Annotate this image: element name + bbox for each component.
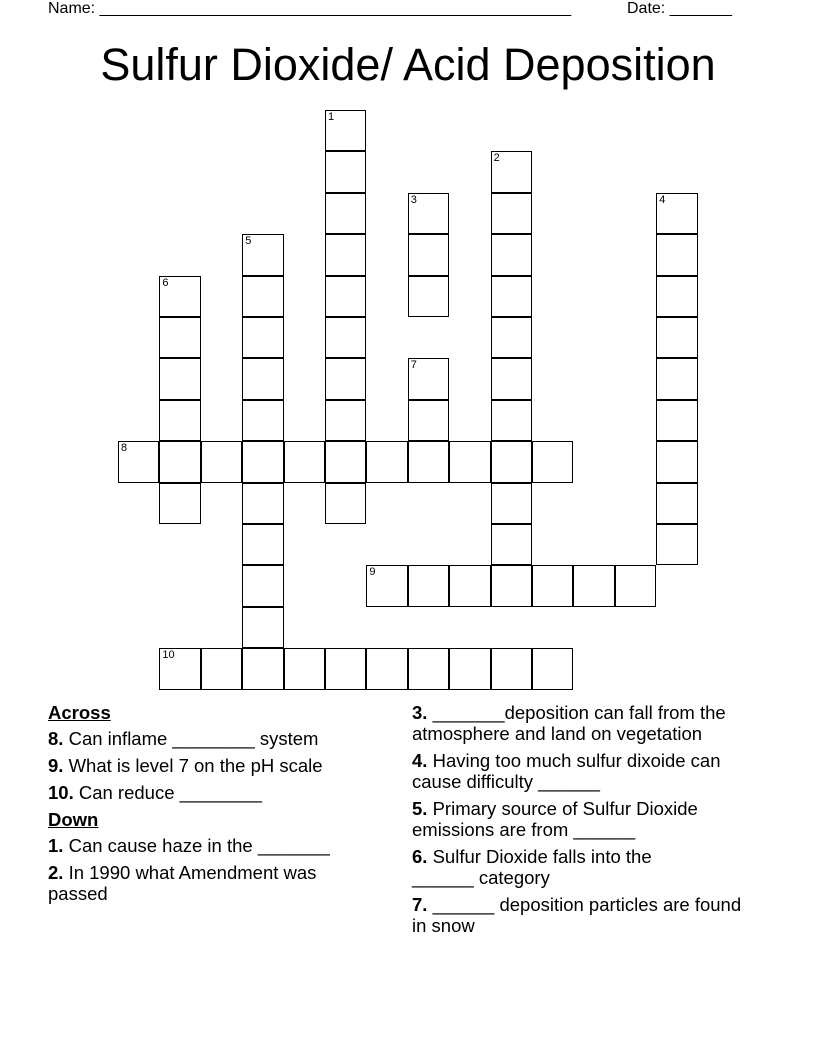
grid-cell[interactable] xyxy=(491,151,532,192)
grid-cell[interactable] xyxy=(325,317,366,358)
clues-right-column xyxy=(412,702,757,942)
clue-number: 5 xyxy=(245,235,252,248)
grid-cell[interactable] xyxy=(408,400,449,441)
clue-number: 6 xyxy=(162,276,169,289)
grid-cell[interactable] xyxy=(242,483,283,524)
grid-cell[interactable] xyxy=(408,234,449,275)
clue-down-6: 6. Sulfur Dioxide falls into the ______ category xyxy=(412,846,652,888)
grid-cell[interactable] xyxy=(656,276,697,317)
grid-cell[interactable] xyxy=(532,441,573,482)
page-title: Sulfur Dioxide/ Acid Deposition xyxy=(100,39,716,90)
grid-cell[interactable] xyxy=(491,565,532,606)
grid-cell[interactable] xyxy=(491,648,532,689)
clue-down-5: 5. Primary source of Sulfur Dioxide emissions are from ______ xyxy=(412,798,698,840)
clue-number: 9 xyxy=(369,566,376,579)
grid-cell[interactable] xyxy=(242,317,283,358)
clue-down-2: 2. In 1990 what Amendment was passed xyxy=(48,862,317,904)
clue-down-4: 4. Having too much sulfur dixoide can cause difficulty ______ xyxy=(412,750,721,792)
clue-number: 4 xyxy=(659,193,666,206)
grid-cell[interactable] xyxy=(656,483,697,524)
across-heading: Across xyxy=(48,702,111,723)
grid-cell[interactable] xyxy=(159,483,200,524)
grid-cell[interactable] xyxy=(242,276,283,317)
grid-cell[interactable] xyxy=(159,358,200,399)
grid-cell[interactable] xyxy=(532,565,573,606)
grid-cell[interactable] xyxy=(491,317,532,358)
grid-cell[interactable] xyxy=(242,565,283,606)
grid-cell[interactable] xyxy=(325,193,366,234)
clue-across-8: 8. Can inflame ________ system xyxy=(48,728,319,749)
grid-cell[interactable] xyxy=(242,400,283,441)
grid-cell[interactable] xyxy=(449,565,490,606)
grid-cell[interactable] xyxy=(159,441,200,482)
grid-cell[interactable] xyxy=(201,441,242,482)
grid-cell[interactable] xyxy=(656,193,697,234)
grid-cell[interactable] xyxy=(532,648,573,689)
grid-cell[interactable] xyxy=(118,441,159,482)
grid-cell[interactable] xyxy=(366,565,407,606)
down-heading: Down xyxy=(48,809,99,830)
clue-number: 10 xyxy=(162,649,175,662)
grid-cell[interactable] xyxy=(201,648,242,689)
clue-down-3: 3. _______deposition can fall from the atmosphere and land on vegetation xyxy=(412,702,726,744)
grid-cell[interactable] xyxy=(408,441,449,482)
grid-cell[interactable] xyxy=(656,524,697,565)
clue-number: 8 xyxy=(121,442,128,455)
grid-cell[interactable] xyxy=(366,441,407,482)
grid-cell[interactable] xyxy=(284,648,325,689)
grid-cell[interactable] xyxy=(242,358,283,399)
clue-number: 2 xyxy=(493,152,500,165)
grid-cell[interactable] xyxy=(408,565,449,606)
grid-cell[interactable] xyxy=(325,151,366,192)
name-field: Name: _____________________________________________________ xyxy=(48,0,572,17)
grid-cell[interactable] xyxy=(491,483,532,524)
grid-cell[interactable] xyxy=(159,400,200,441)
clue-number: 3 xyxy=(410,193,417,206)
grid-cell[interactable] xyxy=(491,400,532,441)
grid-cell[interactable] xyxy=(284,441,325,482)
grid-cell[interactable] xyxy=(656,317,697,358)
clue-down-7: 7. ______ deposition particles are found in snow xyxy=(412,894,742,936)
grid-cell[interactable] xyxy=(242,524,283,565)
grid-cell[interactable] xyxy=(325,648,366,689)
grid-cell[interactable] xyxy=(449,648,490,689)
grid-cell[interactable] xyxy=(656,358,697,399)
grid-cell[interactable] xyxy=(325,441,366,482)
grid-cell[interactable] xyxy=(325,234,366,275)
grid-cell[interactable] xyxy=(242,648,283,689)
grid-cell[interactable] xyxy=(491,234,532,275)
clue-across-10: 10. Can reduce ________ xyxy=(48,782,262,803)
clue-number: 1 xyxy=(328,111,335,123)
grid-cell[interactable] xyxy=(325,483,366,524)
grid-cell[interactable] xyxy=(656,234,697,275)
grid-cell[interactable] xyxy=(491,441,532,482)
grid-cell[interactable] xyxy=(491,524,532,565)
grid-cell[interactable] xyxy=(449,441,490,482)
grid-cell[interactable] xyxy=(573,565,614,606)
grid-cell[interactable] xyxy=(242,607,283,648)
grid-cell[interactable] xyxy=(491,276,532,317)
grid-cell[interactable] xyxy=(242,441,283,482)
clue-number: 7 xyxy=(410,359,417,372)
grid-cell[interactable] xyxy=(615,565,656,606)
grid-cell[interactable] xyxy=(408,358,449,399)
clue-across-9: 9. What is level 7 on the pH scale xyxy=(48,755,323,776)
grid-cell[interactable] xyxy=(325,358,366,399)
grid-cell[interactable] xyxy=(366,648,407,689)
grid-cell[interactable] xyxy=(159,648,200,689)
grid-cell[interactable] xyxy=(325,276,366,317)
grid-cell[interactable] xyxy=(408,648,449,689)
grid-cell[interactable] xyxy=(408,193,449,234)
grid-cell[interactable] xyxy=(491,193,532,234)
grid-cell[interactable] xyxy=(159,276,200,317)
clues-left-column xyxy=(48,702,388,910)
grid-cell[interactable] xyxy=(242,234,283,275)
grid-cell[interactable] xyxy=(325,400,366,441)
date-field: Date: _______ xyxy=(627,0,732,17)
grid-cell[interactable] xyxy=(491,358,532,399)
grid-cell[interactable] xyxy=(656,441,697,482)
grid-cell[interactable] xyxy=(325,110,366,151)
clue-down-1: 1. Can cause haze in the _______ xyxy=(48,835,330,856)
grid-cell[interactable] xyxy=(408,276,449,317)
grid-cell[interactable] xyxy=(656,400,697,441)
grid-cell[interactable] xyxy=(159,317,200,358)
